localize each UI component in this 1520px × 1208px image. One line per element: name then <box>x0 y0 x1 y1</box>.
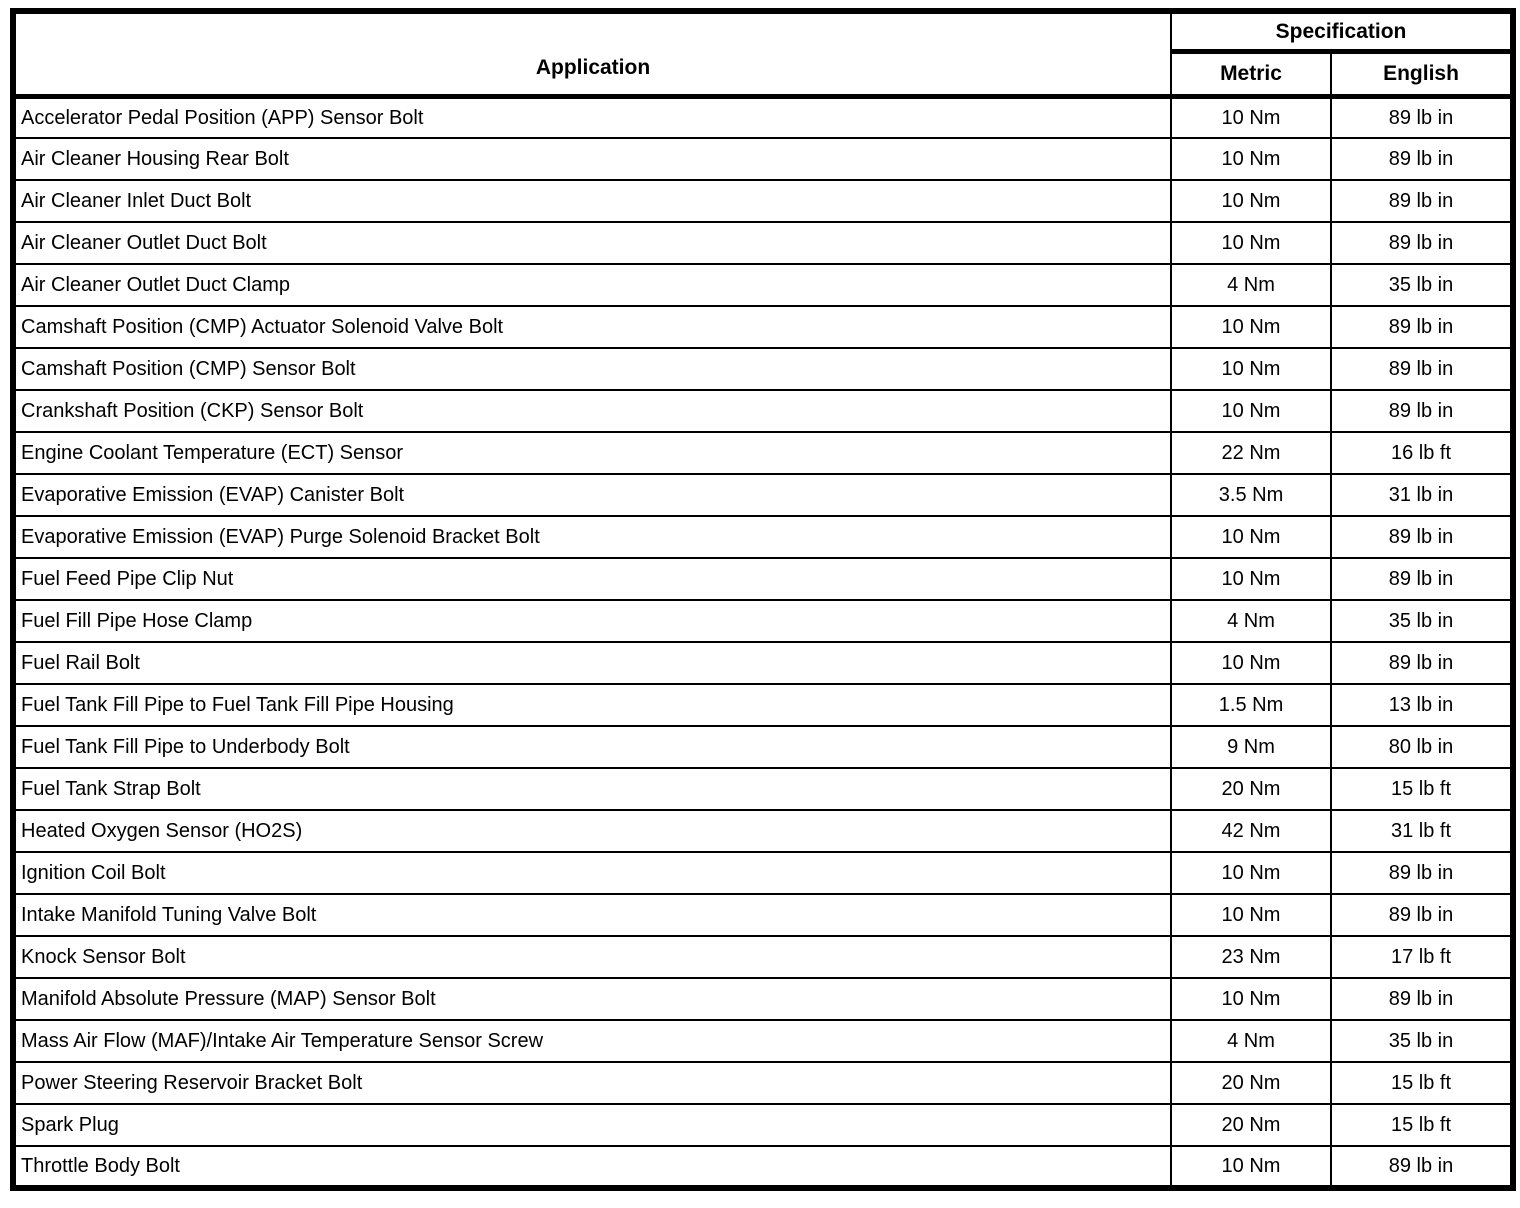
table-row <box>13 642 1513 684</box>
table-header <box>13 11 1513 96</box>
metric-value-cell: 23 Nm <box>1171 936 1331 978</box>
metric-value-cell: 42 Nm <box>1171 810 1331 852</box>
application-cell: Throttle Body Bolt <box>13 1146 1171 1188</box>
application-cell: Fuel Rail Bolt <box>13 642 1171 684</box>
metric-value-cell: 10 Nm <box>1171 642 1331 684</box>
specification-column-header: Specification <box>1171 11 1513 51</box>
metric-value-cell: 22 Nm <box>1171 432 1331 474</box>
metric-value-cell: 10 Nm <box>1171 558 1331 600</box>
english-value-cell: 17 lb ft <box>1331 936 1513 978</box>
metric-value-cell: 10 Nm <box>1171 390 1331 432</box>
metric-value-cell: 10 Nm <box>1171 180 1331 222</box>
table-row <box>13 516 1513 558</box>
application-cell: Air Cleaner Outlet Duct Clamp <box>13 264 1171 306</box>
table-row <box>13 180 1513 222</box>
metric-value-cell: 9 Nm <box>1171 726 1331 768</box>
table-row <box>13 768 1513 810</box>
application-cell: Ignition Coil Bolt <box>13 852 1171 894</box>
english-value-cell: 80 lb in <box>1331 726 1513 768</box>
metric-column-header: Metric <box>1171 51 1331 96</box>
application-cell: Mass Air Flow (MAF)/Intake Air Temperature Sensor Screw <box>13 1020 1171 1062</box>
table-row <box>13 306 1513 348</box>
table-row <box>13 810 1513 852</box>
english-value-cell: 89 lb in <box>1331 180 1513 222</box>
english-value-cell: 89 lb in <box>1331 1146 1513 1188</box>
application-cell: Fuel Tank Fill Pipe to Fuel Tank Fill Pipe Housing <box>13 684 1171 726</box>
table-row <box>13 684 1513 726</box>
english-value-cell: 89 lb in <box>1331 852 1513 894</box>
table-row <box>13 474 1513 516</box>
application-cell: Crankshaft Position (CKP) Sensor Bolt <box>13 390 1171 432</box>
metric-value-cell: 20 Nm <box>1171 768 1331 810</box>
metric-value-cell: 4 Nm <box>1171 1020 1331 1062</box>
metric-value-cell: 1.5 Nm <box>1171 684 1331 726</box>
table-row <box>13 96 1513 138</box>
english-value-cell: 15 lb ft <box>1331 768 1513 810</box>
metric-value-cell: 20 Nm <box>1171 1104 1331 1146</box>
english-value-cell: 35 lb in <box>1331 1020 1513 1062</box>
table-row <box>13 432 1513 474</box>
english-value-cell: 89 lb in <box>1331 978 1513 1020</box>
application-cell: Air Cleaner Inlet Duct Bolt <box>13 180 1171 222</box>
table-row <box>13 222 1513 264</box>
application-cell: Fuel Feed Pipe Clip Nut <box>13 558 1171 600</box>
metric-value-cell: 10 Nm <box>1171 348 1331 390</box>
metric-value-cell: 10 Nm <box>1171 516 1331 558</box>
application-cell: Evaporative Emission (EVAP) Purge Solenoid Bracket Bolt <box>13 516 1171 558</box>
english-value-cell: 89 lb in <box>1331 558 1513 600</box>
table-row <box>13 936 1513 978</box>
header-row-specification <box>13 11 1513 51</box>
metric-value-cell: 4 Nm <box>1171 264 1331 306</box>
table-row <box>13 348 1513 390</box>
table-body <box>13 96 1513 1188</box>
metric-value-cell: 10 Nm <box>1171 96 1331 138</box>
table-row <box>13 138 1513 180</box>
english-column-header: English <box>1331 51 1513 96</box>
metric-value-cell: 10 Nm <box>1171 138 1331 180</box>
application-cell: Heated Oxygen Sensor (HO2S) <box>13 810 1171 852</box>
english-value-cell: 89 lb in <box>1331 894 1513 936</box>
table-row <box>13 558 1513 600</box>
english-value-cell: 15 lb ft <box>1331 1062 1513 1104</box>
metric-value-cell: 10 Nm <box>1171 852 1331 894</box>
table-row <box>13 852 1513 894</box>
application-cell: Spark Plug <box>13 1104 1171 1146</box>
english-value-cell: 35 lb in <box>1331 264 1513 306</box>
metric-value-cell: 10 Nm <box>1171 306 1331 348</box>
table-row <box>13 1104 1513 1146</box>
application-cell: Air Cleaner Housing Rear Bolt <box>13 138 1171 180</box>
application-cell: Fuel Tank Strap Bolt <box>13 768 1171 810</box>
english-value-cell: 89 lb in <box>1331 642 1513 684</box>
application-cell: Camshaft Position (CMP) Actuator Solenoid Valve Bolt <box>13 306 1171 348</box>
application-cell: Intake Manifold Tuning Valve Bolt <box>13 894 1171 936</box>
english-value-cell: 15 lb ft <box>1331 1104 1513 1146</box>
metric-value-cell: 10 Nm <box>1171 978 1331 1020</box>
table-row <box>13 264 1513 306</box>
english-value-cell: 89 lb in <box>1331 516 1513 558</box>
table-row <box>13 1146 1513 1188</box>
english-value-cell: 89 lb in <box>1331 138 1513 180</box>
application-cell: Camshaft Position (CMP) Sensor Bolt <box>13 348 1171 390</box>
table-row <box>13 978 1513 1020</box>
table-row <box>13 390 1513 432</box>
english-value-cell: 89 lb in <box>1331 390 1513 432</box>
metric-value-cell: 3.5 Nm <box>1171 474 1331 516</box>
application-cell: Engine Coolant Temperature (ECT) Sensor <box>13 432 1171 474</box>
english-value-cell: 89 lb in <box>1331 96 1513 138</box>
metric-value-cell: 10 Nm <box>1171 894 1331 936</box>
application-cell: Knock Sensor Bolt <box>13 936 1171 978</box>
application-cell: Fuel Tank Fill Pipe to Underbody Bolt <box>13 726 1171 768</box>
application-column-header: Application <box>13 11 1171 96</box>
metric-value-cell: 10 Nm <box>1171 222 1331 264</box>
english-value-cell: 16 lb ft <box>1331 432 1513 474</box>
torque-specification-table <box>10 8 1516 1191</box>
table-row <box>13 1020 1513 1062</box>
metric-value-cell: 4 Nm <box>1171 600 1331 642</box>
english-value-cell: 31 lb ft <box>1331 810 1513 852</box>
application-cell: Air Cleaner Outlet Duct Bolt <box>13 222 1171 264</box>
application-cell: Power Steering Reservoir Bracket Bolt <box>13 1062 1171 1104</box>
application-cell: Accelerator Pedal Position (APP) Sensor Bolt <box>13 96 1171 138</box>
table-row <box>13 894 1513 936</box>
table-row <box>13 726 1513 768</box>
english-value-cell: 89 lb in <box>1331 222 1513 264</box>
application-cell: Fuel Fill Pipe Hose Clamp <box>13 600 1171 642</box>
english-value-cell: 13 lb in <box>1331 684 1513 726</box>
table-row <box>13 1062 1513 1104</box>
application-cell: Evaporative Emission (EVAP) Canister Bolt <box>13 474 1171 516</box>
english-value-cell: 89 lb in <box>1331 306 1513 348</box>
english-value-cell: 89 lb in <box>1331 348 1513 390</box>
metric-value-cell: 20 Nm <box>1171 1062 1331 1104</box>
table-row <box>13 600 1513 642</box>
english-value-cell: 35 lb in <box>1331 600 1513 642</box>
application-cell: Manifold Absolute Pressure (MAP) Sensor Bolt <box>13 978 1171 1020</box>
english-value-cell: 31 lb in <box>1331 474 1513 516</box>
metric-value-cell: 10 Nm <box>1171 1146 1331 1188</box>
